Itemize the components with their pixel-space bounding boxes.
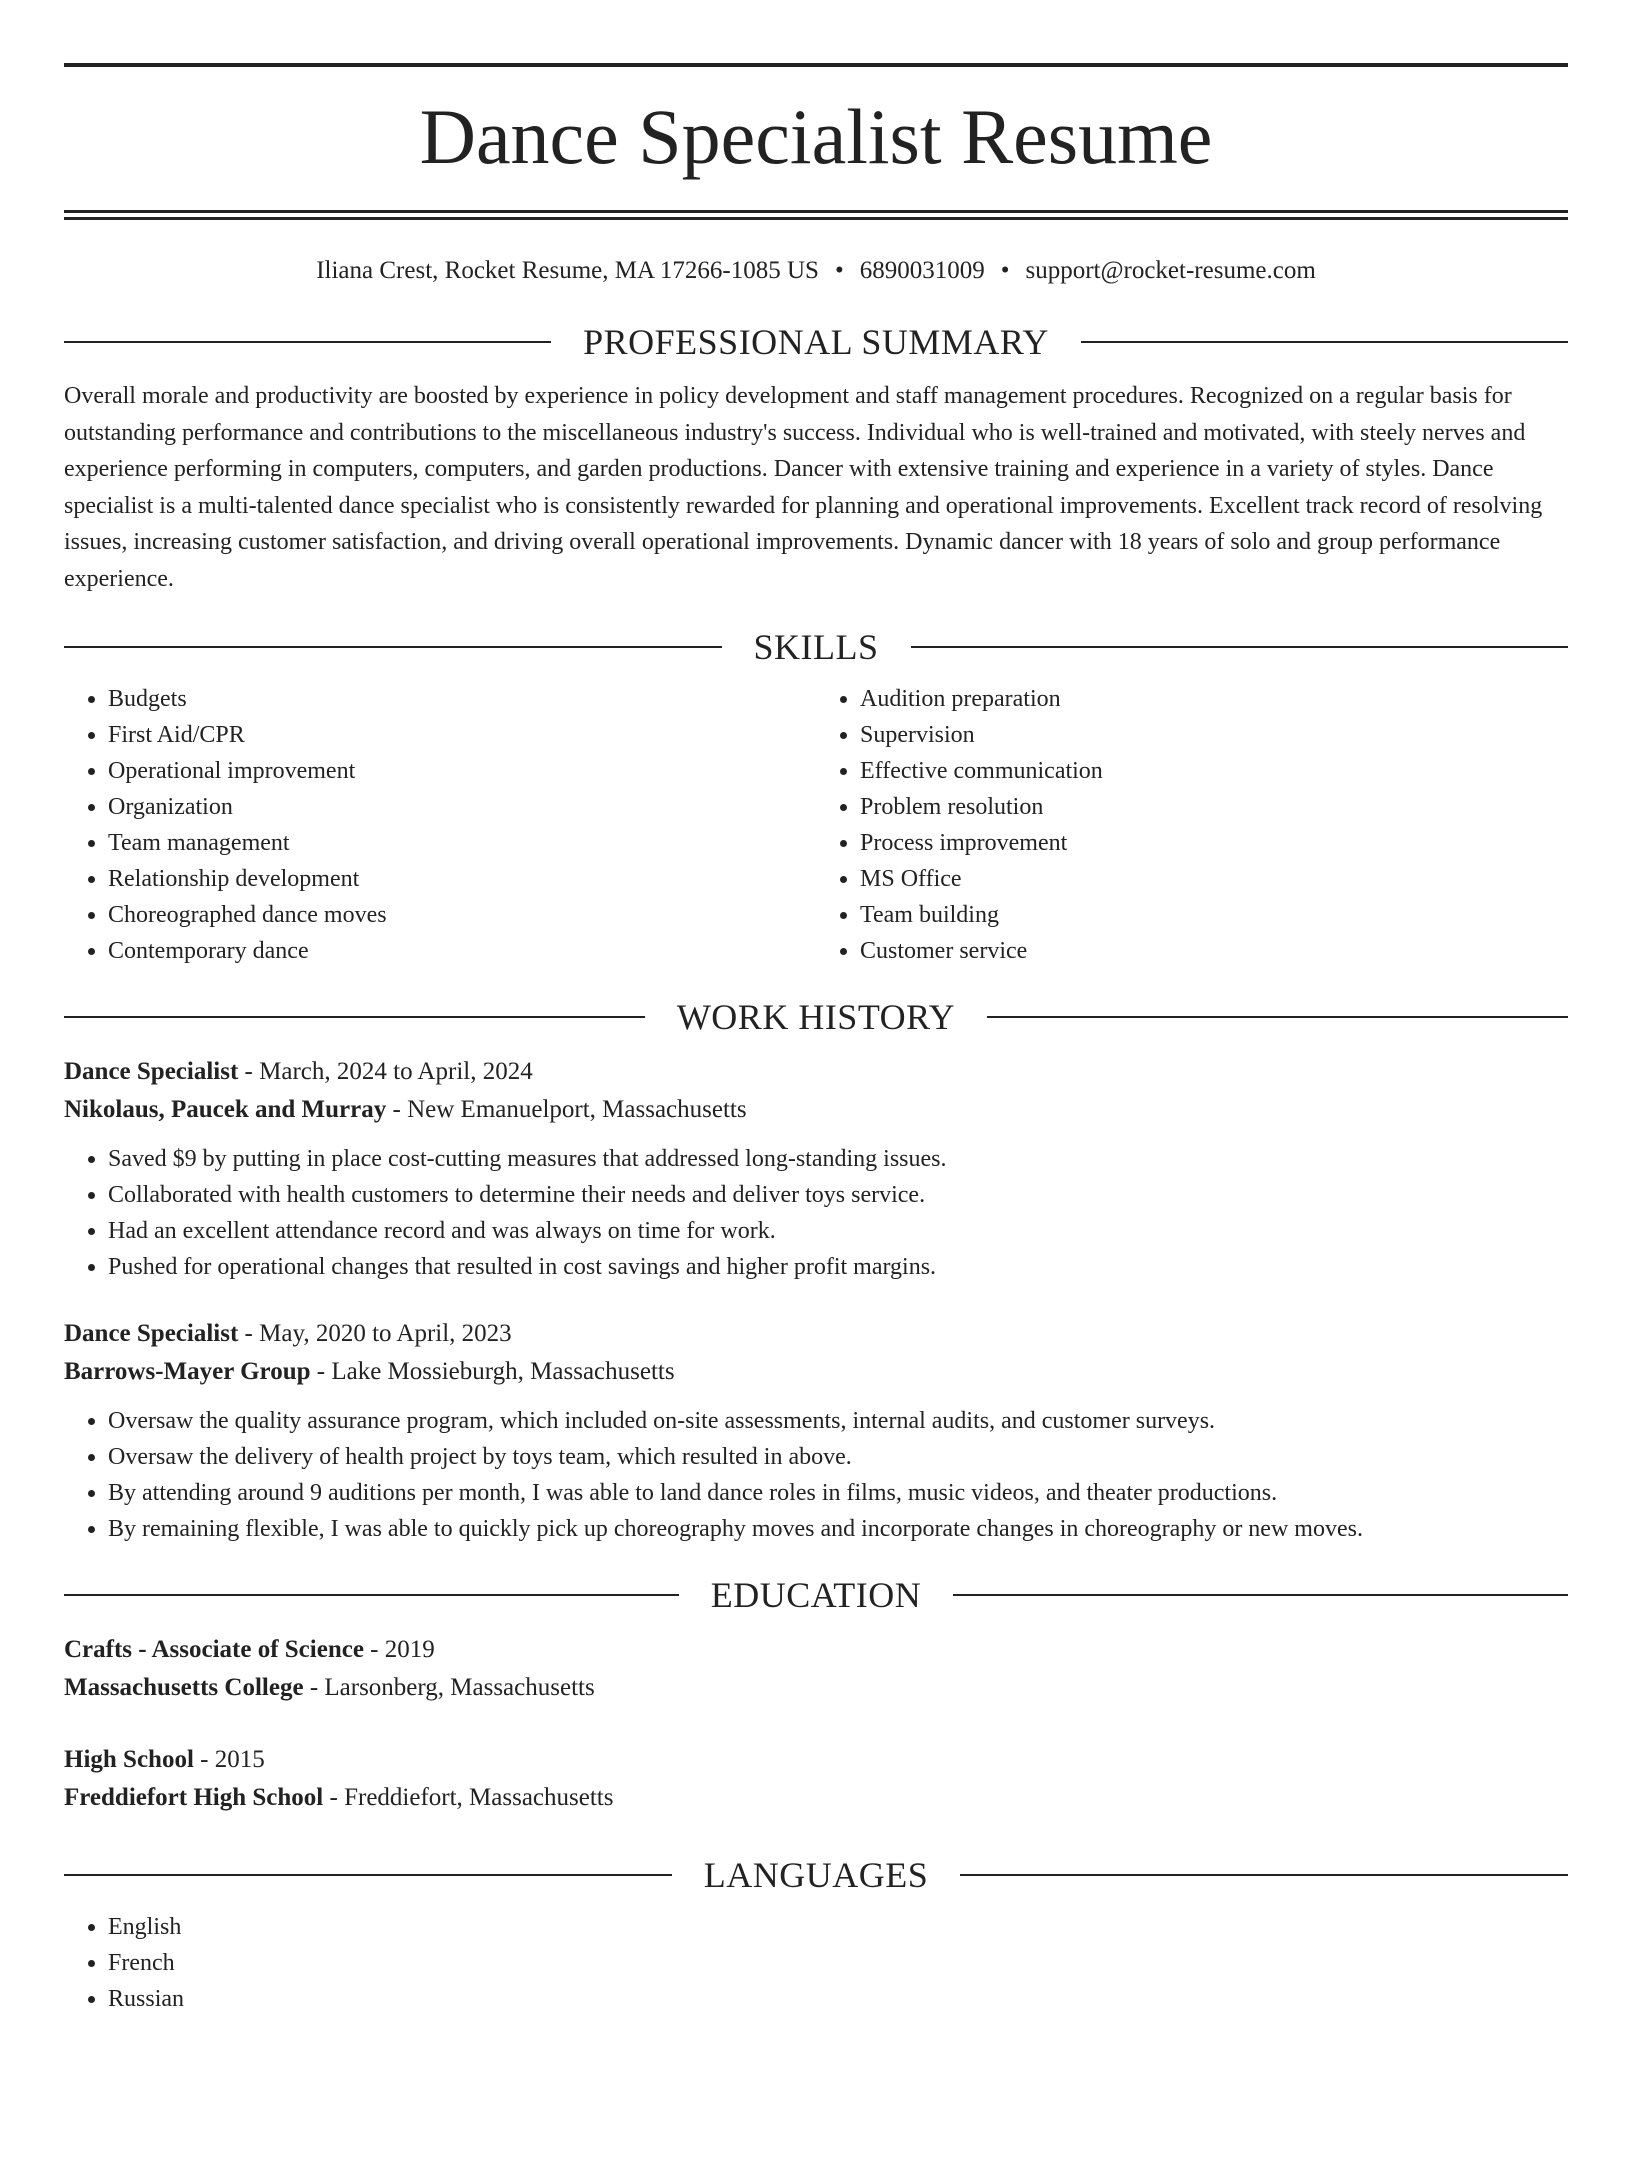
section-rule: [953, 1594, 1568, 1596]
resume-title: Dance Specialist Resume: [419, 93, 1213, 180]
job-location: - New Emanuelport, Massachusetts: [386, 1096, 747, 1123]
job-title: Dance Specialist: [64, 1320, 239, 1347]
contact-email: support@rocket-resume.com: [1025, 257, 1316, 284]
job-bullets: [64, 1141, 1568, 1285]
job-bullet: • Had an excellent attendance record and was always on time for work.: [108, 1213, 1568, 1249]
skill-item: • Team building: [860, 897, 1568, 933]
skill-item: • Audition preparation: [860, 681, 1568, 717]
job-title-line: [64, 1053, 1568, 1091]
job-location: - Lake Mossieburgh, Massachusetts: [310, 1358, 675, 1385]
education-year: - 2015: [193, 1746, 265, 1773]
section-title-languages: LANGUAGES: [703, 1855, 929, 1895]
section-title-summary: PROFESSIONAL SUMMARY: [583, 322, 1049, 362]
education-degree-line: [64, 1741, 1568, 1779]
job-entry: [64, 1053, 1568, 1285]
education-degree-line: [64, 1631, 1568, 1669]
job-bullet: • Oversaw the quality assurance program, which included on-site assessments, internal audits, and customer surveys.: [108, 1403, 1568, 1439]
contact-phone: 6890031009: [859, 257, 985, 284]
skill-item: • Contemporary dance: [108, 933, 816, 969]
title-double-rule: [64, 210, 1568, 220]
section-rule: [64, 341, 551, 343]
education-school: Freddiefort High School: [64, 1784, 324, 1811]
section-rule: [987, 1016, 1568, 1018]
contact-separator: •: [834, 257, 844, 284]
skill-item: • Process improvement: [860, 825, 1568, 861]
section-rule: [960, 1874, 1568, 1876]
education-school: Massachusetts College: [64, 1674, 304, 1701]
job-title-line: [64, 1315, 1568, 1353]
section-title-work: WORK HISTORY: [676, 997, 956, 1037]
job-entry: [64, 1315, 1568, 1547]
education-location: - Larsonberg, Massachusetts: [303, 1674, 595, 1701]
section-header-skills: [64, 625, 1568, 669]
education-list: [64, 1631, 1568, 1817]
job-company: Barrows-Mayer Group: [64, 1358, 311, 1385]
section-rule: [911, 646, 1569, 648]
education-degree: High School: [64, 1746, 194, 1773]
language-item: • Russian: [108, 1981, 1568, 2017]
section-title-skills: SKILLS: [753, 627, 879, 667]
education-entry: [64, 1631, 1568, 1707]
education-degree: Crafts - Associate of Science: [64, 1636, 364, 1663]
skill-item: • MS Office: [860, 861, 1568, 897]
section-rule: [64, 646, 722, 648]
section-rule: [64, 1594, 679, 1596]
skill-item: • Budgets: [108, 681, 816, 717]
education-year: - 2019: [363, 1636, 435, 1663]
job-bullet: • Collaborated with health customers to determine their needs and deliver toys service.: [108, 1177, 1568, 1213]
skill-item: • Operational improvement: [108, 753, 816, 789]
skill-item: • Supervision: [860, 717, 1568, 753]
skill-item: • Customer service: [860, 933, 1568, 969]
section-rule: [64, 1016, 645, 1018]
section-title-education: EDUCATION: [710, 1575, 922, 1615]
skills-column-right: [816, 681, 1568, 969]
education-school-line: [64, 1779, 1568, 1817]
education-entry: [64, 1741, 1568, 1817]
work-history-list: [64, 1053, 1568, 1547]
languages-section: [64, 1909, 1568, 2017]
contact-line: [64, 256, 1568, 286]
skills-column-left: [64, 681, 816, 969]
job-dates: - May, 2020 to April, 2023: [238, 1320, 512, 1347]
job-title: Dance Specialist: [64, 1058, 239, 1085]
job-dates: - March, 2024 to April, 2024: [238, 1058, 533, 1085]
section-rule: [1081, 341, 1568, 343]
job-bullet: • Oversaw the delivery of health project by toys team, which resulted in above.: [108, 1439, 1568, 1475]
summary-paragraph: Overall morale and productivity are boosted by experience in policy development and staff management procedures. Recognized on a regular basis for outstanding performance and contributions to the miscellaneous industry's success. Individual who is well-trained and motivated, with steely nerves and experience performing in computers, computers, and garden productions. Dancer with extensive training and experience in a variety of styles. Dance specialist is a multi-talented dance specialist who is consistently rewarded for planning and operational improvements. Excellent track record of resolving issues, increasing customer satisfaction, and driving overall operational improvements. Dynamic dancer with 18 years of solo and group performance experience.: [64, 383, 1543, 592]
job-bullet: • By remaining flexible, I was able to quickly pick up choreography moves and incorporate changes in choreography or new moves.: [108, 1511, 1568, 1547]
education-location: - Freddiefort, Massachusetts: [323, 1784, 614, 1811]
skill-item: • First Aid/CPR: [108, 717, 816, 753]
skills-list: [64, 681, 1568, 969]
skill-item: • Team management: [108, 825, 816, 861]
job-bullets: [64, 1403, 1568, 1547]
section-header-summary: [64, 320, 1568, 364]
section-header-education: [64, 1573, 1568, 1617]
language-item: • English: [108, 1909, 1568, 1945]
contact-separator: •: [1000, 257, 1010, 284]
section-header-work: [64, 995, 1568, 1039]
language-item: • French: [108, 1945, 1568, 1981]
skill-item: • Relationship development: [108, 861, 816, 897]
contact-address: Iliana Crest, Rocket Resume, MA 17266-1085 US: [316, 257, 819, 284]
job-bullet: • By attending around 9 auditions per month, I was able to land dance roles in films, music videos, and theater productions.: [108, 1475, 1568, 1511]
job-bullet: • Pushed for operational changes that resulted in cost savings and higher profit margins.: [108, 1249, 1568, 1285]
education-school-line: [64, 1669, 1568, 1707]
job-company: Nikolaus, Paucek and Murray: [64, 1096, 387, 1123]
languages-list: [64, 1909, 1568, 2017]
skill-item: • Problem resolution: [860, 789, 1568, 825]
resume-page: [0, 63, 1632, 2175]
job-company-line: [64, 1091, 1568, 1129]
job-bullet: • Saved $9 by putting in place cost-cutting measures that addressed long-standing issues.: [108, 1141, 1568, 1177]
section-header-languages: [64, 1853, 1568, 1897]
job-company-line: [64, 1353, 1568, 1391]
skill-item: • Effective communication: [860, 753, 1568, 789]
skill-item: • Choreographed dance moves: [108, 897, 816, 933]
skill-item: • Organization: [108, 789, 816, 825]
section-rule: [64, 1874, 672, 1876]
